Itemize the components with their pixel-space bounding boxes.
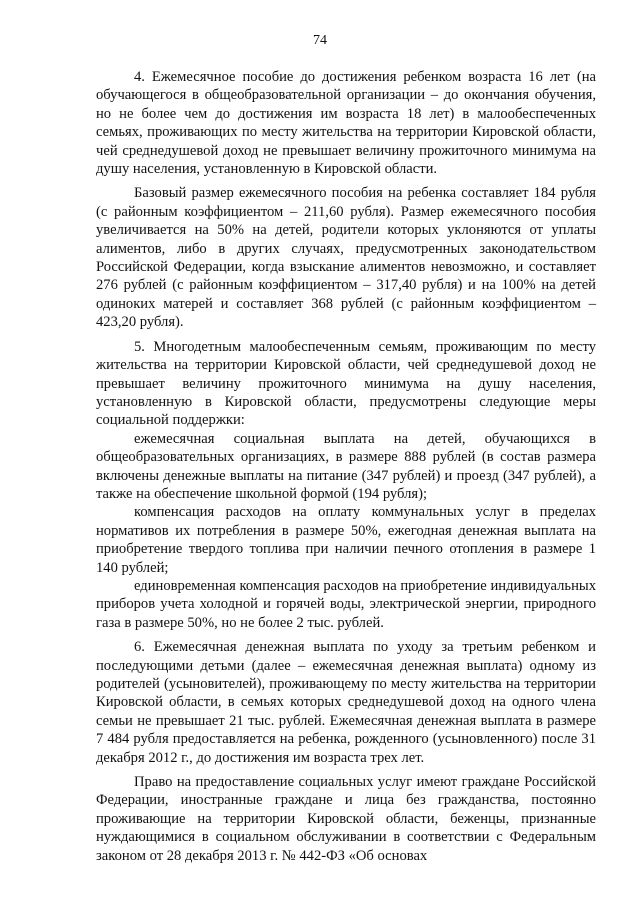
page-number: 74 xyxy=(313,33,327,48)
paragraph-third-child: 6. Ежемесячная денежная выплата по уходу за третьим ребенком и последующими детьми (далее – ежемесячная денежная выплата) одному из родителей (усыновителей), проживающему по месту жительства на территории Кировской области, в семьях которых среднедушевой доход на одного члена семьи не превышает 21 тыс. рублей. Ежемесячная денежная выплата в размере 7 484 рубля предоставляется на ребенка, рожденного (усыновленного) после 31 декабря 2012 г., до достижения им возраста трех лет. xyxy=(96,639,596,766)
body-text xyxy=(96,68,596,871)
paragraph-utility-compensation: компенсация расходов на оплату коммунальных услуг в пределах нормативов их потребления в размере 50%, ежегодная денежная выплата на приобретение твердого топлива при наличии печного отопления в размере 1 140 рублей; xyxy=(96,504,596,576)
paragraph-meter-compensation: единовременная компенсация расходов на приобретение индивидуальных приборов учета холодной и горячей воды, электрической энергии, природного газа в размере 50%, но не более 2 тыс. рублей. xyxy=(96,577,596,631)
paragraph-large-families: 5. Многодетным малообеспеченным семьям, проживающим по месту жительства на территории Кировской области, чей среднедушевой доход не превышает величину прожиточного минимума на душу населения, установленную в Кировской области, предусмотрены следующие меры социальной поддержки: xyxy=(96,338,596,429)
paragraph-school-payment: ежемесячная социальная выплата на детей, обучающихся в общеобразовательных организациях, в размере 888 рублей (в состав размера включены денежные выплаты на питание (347 рублей) и проезд (347 рублей), а также на обеспечение школьной формой (194 рубля); xyxy=(96,430,596,502)
paragraph-allowance-16: 4. Ежемесячное пособие до достижения ребенком возраста 16 лет (на обучающегося в общеобразовательной организации – до окончания обучения, но не более чем до достижения им возраста 18 лет) в малообеспеченных семьях, проживающих по месту жительства на территории Кировской области, чей среднедушевой доход не превышает величину прожиточного минимума на душу населения, установленную в Кировской области. xyxy=(96,69,596,178)
paragraph-base-amount: Базовый размер ежемесячного пособия на ребенка составляет 184 рубля (с районным коэффициентом – 211,60 рубля). Размер ежемесячного пособия увеличивается на 50% на детей, родители которых уклоняются от уплаты алиментов, либо в других случаях, предусмотренных законодательством Российской Федерации, когда взыскание алиментов невозможно, и составляет 276 рублей (с районным коэффициентом – 317,40 рубля) и на 100% на детей одиноких матерей и составляет 368 рублей (с районным коэффициентом – 423,20 рубля). xyxy=(96,185,596,331)
paragraph-social-services-right: Право на предоставление социальных услуг имеют граждане Российской Федерации, иностранные граждане и лица без гражданства, постоянно проживающие на территории Кировской области, беженцы, признанные нуждающимися в социальном обслуживании в соответствии с Федеральным законом от 28 декабря 2013 г. № 442-ФЗ «Об основах xyxy=(96,774,596,864)
